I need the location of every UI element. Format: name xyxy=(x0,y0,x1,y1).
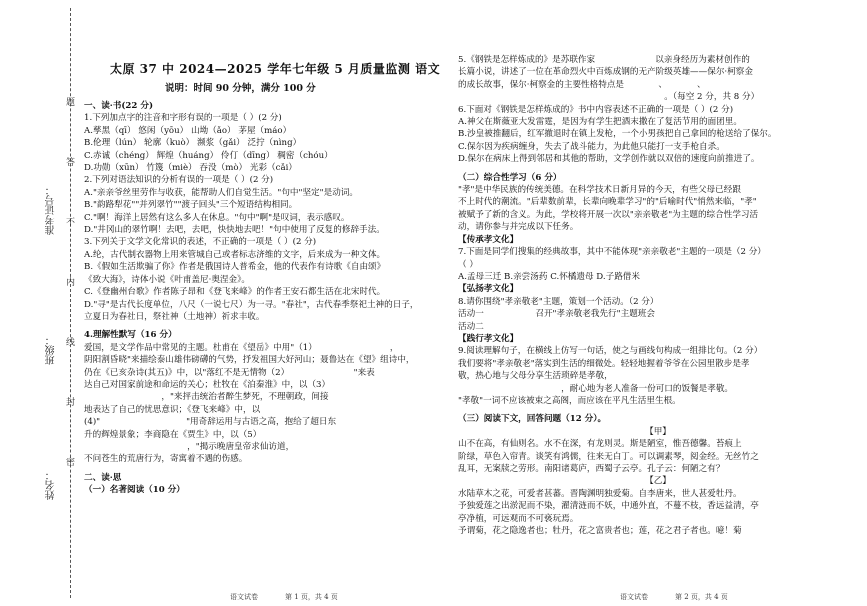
text-line: 阶绿，草色入帘青。谈笑有鸿儒，往来无白丁。可以调素琴，阅金经。无丝竹之 xyxy=(458,451,759,462)
footer-page: 第 1 页，共 4 页 xyxy=(285,593,338,601)
section-heading: （一）名著阅读（10 分） xyxy=(84,485,185,496)
section-heading: 【传承孝文化】 xyxy=(458,234,519,245)
text-line: 7.下面是同学们搜集的经典故事，其中不能体现"亲亲敬老"主题的一项是（2 分） xyxy=(458,247,766,258)
text-line: B.沙皇被推翻后，红军撤退时在镇上发枪，一个小男孩把自己拿回的枪送给了保尔。 xyxy=(458,129,777,140)
text-line: 5.《钢铁是怎样炼成的》是苏联作家 以亲身经历为素材创作的 xyxy=(458,55,750,65)
class-label: 班级： xyxy=(46,335,57,365)
section-heading: （三）阅读下文，回答问题（12 分）。 xyxy=(458,414,607,425)
text-line: C."啊！海洋上居然有这么多人在休息。"句中"啊"是叹词，表示感叹。 xyxy=(84,212,350,223)
text-line: 升的辉煌景象；李商隐在《贾生》中，以（5） xyxy=(84,429,326,440)
text-line: 的成长故事，保尔·柯察金的主要性格特点是 、 、 xyxy=(458,79,736,90)
exam-instructions: 说明：时间 90 分钟，满分 100 分 xyxy=(165,83,316,94)
text-line: B.伦理（lún） 轮廓（kuò） 濒浆（gǎi） 泛拧（nìng） xyxy=(84,138,302,149)
text-line: 活动二 xyxy=(458,321,648,332)
text-line: 不问苍生的荒唐行为，寄寓着不遇的伤感。 xyxy=(84,454,248,465)
text-line: A.神父在斯薇亚大发雷霆，是因为有学生把酒末撒在了复活节用的面团里。 xyxy=(458,117,742,128)
text-line: 6.下面对《钢铁是怎样炼成的》书中内容表述不正确的一项是（ ）(2 分) xyxy=(458,104,734,115)
text-line: 予独爱莲之出淤泥而不染，濯清涟而不妖，中通外直，不蔓不枝，香远益清，亭 xyxy=(458,501,759,512)
section-heading: 4.理解性默写（16 分） xyxy=(84,330,177,341)
section-heading: （二）综合性学习（6 分） xyxy=(458,172,562,183)
text-line: 8.请你围绕"孝亲敬老"主题，策划一个活动。（2 分） xyxy=(458,296,659,307)
text-line: 。（每空 2 分，共 8 分） xyxy=(458,92,760,103)
text-line: 乱耳，无案牍之劳形。南阳诸葛庐，西蜀子云亭。孔子云：何陋之有？ xyxy=(458,464,725,474)
text-line: 水陆草木之花，可爱者甚蕃。晋陶渊明独爱菊。自李唐来，世人甚爱牡丹。 xyxy=(458,488,742,499)
text-line: ，"揭示晚唐皇帝求仙访道， xyxy=(84,441,295,452)
text-line: D."寻"是古代长度单位，八尺（一说七尺）为一寻。"春社"，古代春季祭祀土神的日子， xyxy=(84,299,419,310)
text-line: D.功勋（xūn） 竹篾（miè） 吞没（mò） 光彩（cǎi） xyxy=(84,163,297,174)
seal-char: 题 xyxy=(66,98,76,108)
seal-char: 封 xyxy=(66,398,76,408)
text-line: 动，请你参与并完成以下任务。 xyxy=(458,222,579,233)
text-line: 我们要将"孝亲敬老"落实到生活的细微处。轻轻地握着爷爷在公园里散步是孝 xyxy=(458,358,750,369)
left-column xyxy=(84,100,448,497)
seal-char: 密 xyxy=(66,458,76,468)
right-column xyxy=(458,54,858,537)
exam-title: 太原 37 中 2024—2025 学年七年级 5 月质量监测 语文 xyxy=(110,62,441,76)
seal-char: 内 xyxy=(66,278,76,288)
section-heading: 【弘扬孝文化】 xyxy=(458,284,519,295)
text-line: C.《登幽州台歌》作者陈子昂和《登飞来峰》的作者王安石都生活在北宋时代。 xyxy=(84,287,386,298)
text-line: C.赤诚（chéng） 辉煌（huáng） 伶仃（dīng） 稠密（chóu） xyxy=(84,150,333,161)
text-line: "孝敬"一词不应该被束之高阁，而应该在平凡生活里生根。 xyxy=(458,395,681,406)
footer-subject: 语文试卷 xyxy=(230,593,258,601)
section-heading: 【践行孝文化】 xyxy=(458,333,519,344)
text-line: 9.阅读理解句子，在横线上仿写一句话，使之与画线句构成一组排比句。（2 分） xyxy=(458,346,763,357)
text-line: 阴阳割昏晓"来描绘泰山雄伟磅礴的气势，抒发祖国大好河山；聂鲁达在《望》组诗中， xyxy=(84,355,415,366)
text-line: 地表达了自己的忧思意识；《登飞来峰》中，以 xyxy=(84,404,261,415)
section-heading: 二、读·思 xyxy=(84,472,122,483)
text-line: 山不在高，有仙则名。水不在深，有龙则灵。斯是陋室，惟吾德馨。苔痕上 xyxy=(458,439,742,450)
text-line: B.《假如生活欺骗了你》作者是俄国诗人普希金，他的代表作有诗歌《自由颂》 xyxy=(84,262,386,273)
text-line: A.孟母三迁 B.亲尝汤药 C.怀橘遗母 D.子路借米 xyxy=(458,271,640,282)
text-line: 亭净植，可远观而不可亵玩焉。 xyxy=(458,513,579,524)
binding-margin xyxy=(0,0,80,606)
text-line: 1.下列加点字的注音和字形有误的一项是（ ）(2 分) xyxy=(84,113,282,124)
text-line: D.保尔在病床上得到邻居和其他的帮助，文学创作就以双倍的速度向前推进了。 xyxy=(458,154,760,165)
text-line: "孝"是中华民族的传统美德。在科学技术日新月异的今天，有些父母已经跟 xyxy=(458,185,741,196)
text-line: (4)" "用奇辞运用与古语之高，抱给了超日东 xyxy=(84,417,337,428)
footer-subject: 语文试卷 xyxy=(620,593,648,601)
text-line: 长篇小说，讲述了一位在革命烈火中百炼成钢的无产阶级英雄——保尔·柯察金 xyxy=(458,67,753,78)
text-line: 【乙】 xyxy=(645,476,671,487)
text-line: D."井冈山的翠竹啊！去吧，去吧，快快地去吧！"句中使用了反复的修辞手法。 xyxy=(84,225,385,236)
text-line: 仍在《已亥杂诗(其五)》中，以"落红不是无情物（2） "来表 xyxy=(84,367,375,378)
text-line: 活动一 召开"孝亲敬老我先行"主题班会 xyxy=(458,309,655,320)
text-line: ，"来抨击统治者醉生梦死，不理朝政，间接 xyxy=(84,392,329,403)
text-line: B."韵路犁花""并列翠竹""渡子回头"三个短语结构相同。 xyxy=(84,200,298,211)
exam-number-label: 准考证号： xyxy=(46,185,57,235)
text-line: ，耐心地为老人准备一份可口的饭餐是孝敬。 xyxy=(458,383,734,394)
text-line: 敬，热心地与父母分享生活琐碎是孝敬， xyxy=(458,371,729,382)
section-heading: 一、读·书(22 分) xyxy=(84,101,154,111)
text-line: 《致大海》，诗体小说《叶甫盖尼·奥涅金》。 xyxy=(84,274,251,285)
text-line: 爱国，是文学作品中常见的主题。杜甫在《望岳》中用"（1） ， xyxy=(84,342,399,353)
text-line: 2.下列对语法知识的分析有误的一项是（ ）(2 分) xyxy=(84,175,274,186)
text-line: 达自己对国家前途和命运的关心；杜牧在《泊秦淮》中，以（3） xyxy=(84,379,378,390)
text-line: 立夏日为春社日，祭社神（土地神）祈求丰收。 xyxy=(84,311,265,322)
seal-char: 线 xyxy=(66,338,76,348)
footer-page: 第 2 页，共 4 页 xyxy=(675,593,728,601)
text-line: 3.下列关于文学文化常识的表述，不正确的一项是（ ）(2 分) xyxy=(84,237,317,248)
text-line: A."亲亲爷丝里劳作与收获，能帮助人们自觉生活。"句中"坚定"是动词。 xyxy=(84,187,358,198)
seal-char: 不 xyxy=(66,218,76,228)
text-line: 予谓菊，花之隐逸者也；牡丹，花之富贵者也；莲，花之君子者也。噫！菊 xyxy=(458,526,742,537)
text-line: C.保尔因为疾病缠身，失去了战斗能力，为此他只能打一支手枪自杀。 xyxy=(458,141,725,152)
text-line: A.纶，古代制衣器物上用来管城自己或者标志济维的文字，后来成为一种文体。 xyxy=(84,249,386,260)
name-label: 姓名： xyxy=(46,470,57,500)
text-line: 被赋予了新的含义。为此，学校将开展一次以"亲亲敬老"为主题的综合性学习活 xyxy=(458,209,759,220)
text-line: 不上时代的潮流。"后辈数前辈，长辈向晚辈学习"的"后喻时代"悄然来临，"孝" xyxy=(458,197,757,208)
text-line: 【甲】 xyxy=(645,426,671,437)
text-line: （ ） xyxy=(458,259,478,270)
seal-char: 答 xyxy=(66,158,76,168)
text-line: A.孳黑（qī） 悠闲（yōu） 山坳（ǎo） 茅屋（máo） xyxy=(84,125,292,136)
